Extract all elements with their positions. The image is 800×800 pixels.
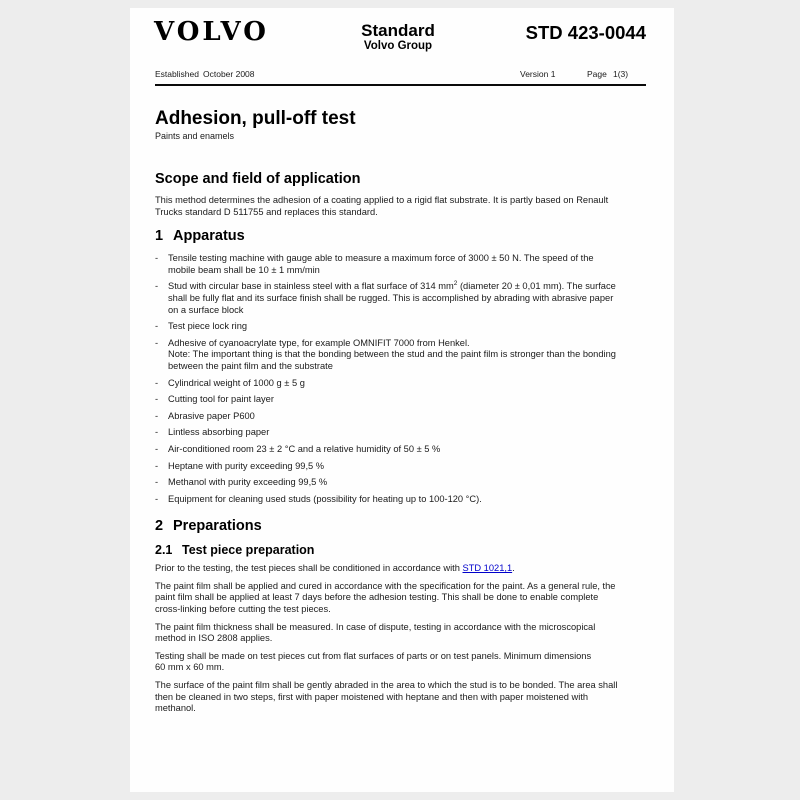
bullet-dash: - [155,253,159,264]
paragraph-conditioning: Prior to the testing, the test pieces shall be conditioned in accordance with STD 1021,1. [155,563,515,574]
list-item: - Stud with circular base in stainless steel with a flat surface of 314 $mm^2$ (diameter 20 ± 0,01 mm). The surface shall be fully flat and its surface finish shall be rugged. This is accomplished by abrading with abrasive paper on a surface block [155,281,646,316]
section-2-1-heading [155,543,646,557]
bullet-dash: - [155,410,159,421]
section-2-1-title: Test piece preparation [182,543,315,558]
list-item: - Tensile testing machine with gauge able to measure a maximum force of 3000 ± 50 N. The speed of the mobile beam shall be 10 ± 1 mm/min [155,253,594,275]
document-page [130,8,674,792]
paragraph-surface-abrasion: The surface of the paint film shall be gently abraded in the area to which the stud is to be bonded. The area shall then be cleaned in two steps, first with paper moistened with heptane and then with paper moistened with methanol. [155,680,618,714]
standard-number: STD 423-0044 [525,22,646,43]
section-1-number: 1 [155,228,164,245]
bullet-dash: - [155,427,159,438]
list-item: - Equipment for cleaning used studs (possibility for heating up to 100-120 °C). [155,493,482,504]
scope-paragraph: This method determines the adhesion of a coating applied to a rigid flat substrate. It is partly based on Renault Trucks standard D 511755 and replaces this standard. [155,195,609,217]
paragraph-test-pieces-dimensions: Testing shall be made on test pieces cut from flat surfaces of parts or on test panels. Minimum dimensions 60 mm x 60 mm. [155,650,592,673]
std-1021-link[interactable]: STD 1021,1 [462,563,513,574]
bullet-dash: - [155,281,159,292]
bullet-dash: - [155,321,159,332]
bullet-dash: - [155,477,159,488]
header-divider [155,84,646,86]
established-date: October 2008 [203,69,255,79]
document-title: Adhesion, pull-off test [155,108,356,129]
bullet-dash: - [155,377,159,388]
superscript-2: 2 [453,280,458,288]
stud-line-1: Stud with circular base in stainless steel with a flat surface of 314 $mm^2$ (diameter 20 ± 0,01 mm). The surface [168,280,616,292]
bullet-dash: - [155,337,159,348]
header-center [361,21,435,53]
list-item: - Cutting tool for paint layer [155,394,274,405]
document-header [130,8,674,94]
org-label: Volvo Group [363,40,433,52]
section-1-heading [155,228,646,244]
list-item: - Heptane with purity exceeding 99,5 % [155,460,325,471]
paragraph-film-thickness: The paint film thickness shall be measured. In case of dispute, testing in accordance with the microscopical method in ISO 2808 applies. [155,621,596,644]
bullet-dash: - [155,493,159,504]
established-label: Established [155,69,199,79]
doc-type-label: Standard [361,21,435,40]
section-2-number: 2 [155,518,164,535]
section-1-title: Apparatus [173,228,245,245]
page-number: 1(3) [613,69,629,79]
header-meta-row [130,69,674,81]
list-item: - Lintless absorbing paper [155,427,270,438]
page-label: Page [587,69,607,79]
list-item: - Air-conditioned room 23 ± 2 °C and a relative humidity of 50 ± 5 % [155,443,441,454]
document-subtitle: Paints and enamels [155,131,235,141]
bullet-dash: - [155,460,159,471]
section-2-title: Preparations [173,518,262,535]
list-item: - Methanol with purity exceeding 99,5 % [155,477,328,488]
list-item: - Test piece lock ring [155,321,248,332]
list-item: - Adhesive of cyanoacrylate type, for example OMNIFIT 7000 from Henkel. Note: The important thing is that the bonding between the stud and the paint film is stronger than the bonding between the paint film and the substrate [155,337,616,371]
list-item: - Cylindrical weight of 1000 g ± 5 g [155,377,305,388]
bullet-dash: - [155,394,159,405]
paragraph-paint-film-application: The paint film shall be applied and cured in accordance with the specification for the paint. As a general rule, the paint film shall be applied at least 7 days before the adhesion testing. This shall be done to enable complete cross-linking before cutting the test pieces. [155,580,616,615]
document-body [130,109,674,715]
bullet-dash: - [155,443,159,454]
apparatus-list [155,253,646,505]
scope-heading: Scope and field of application [155,171,361,187]
section-2-heading [155,518,646,534]
version-label: Version 1 [520,69,556,79]
section-2-1-number: 2.1 [155,543,173,558]
volvo-logo: VOLVO [154,17,269,47]
list-item: - Abrasive paper P600 [155,410,255,421]
